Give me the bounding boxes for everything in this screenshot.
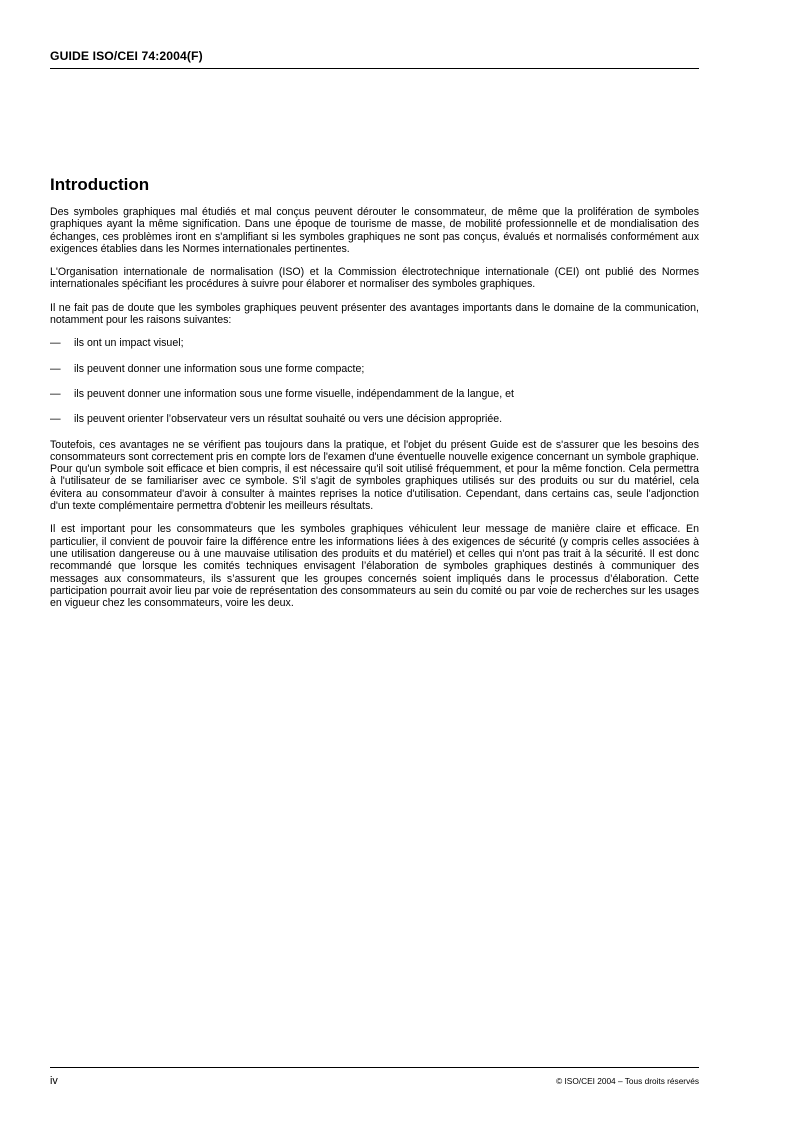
dash-bullet: — xyxy=(50,413,61,426)
page-title: Introduction xyxy=(50,175,150,194)
dash-bullet: — xyxy=(50,362,61,375)
paragraph: Il ne fait pas de doute que les symboles graphiques peuvent présenter des avantages importants dans le domaine de la communication, notamment pour les raisons suivantes: xyxy=(50,301,699,327)
list-item xyxy=(50,413,699,425)
advantages-list xyxy=(50,337,699,425)
paragraph: Toutefois, ces avantages ne se vérifient pas toujours dans la pratique, et l'objet du présent Guide est de s'assurer que les besoins des consommateurs sont correctement pris en compte lors de l'examen d'une éventuelle nouvelle exigence concernant un symbole graphique. Pour qu'un symbole soit efficace et bien compris, il est nécessaire qu'il soit utilisé fréquemment, et pour la même fonction. Cela permettra à l'utilisateur de se familiariser avec ce symbole. S'il s'agit de symboles graphiques utilisés sur des produits ou sur du matériel, cela évitera au consommateur d'avoir à consulter à maintes reprises la notice d'utilisation. Cependant, dans certains cas, seule l'adjonction d'un texte complémentaire permettra d'obtenir les meilleurs résultats. xyxy=(50,438,699,513)
document-reference: GUIDE ISO/CEI 74:2004(F) xyxy=(50,49,203,63)
copyright-notice: © ISO/CEI 2004 – Tous droits réservés xyxy=(556,1076,699,1086)
document-body xyxy=(50,206,699,620)
page-footer xyxy=(50,1067,699,1088)
paragraph: L'Organisation internationale de normalisation (ISO) et la Commission électrotechnique internationale (CEI) ont publié des Normes internationales spécifiant les procédures à suivre pour élaborer et normaliser des symboles graphiques. xyxy=(50,266,699,291)
list-item xyxy=(50,363,699,375)
list-item xyxy=(50,337,699,349)
page-header xyxy=(50,45,699,69)
list-item-text: ils peuvent donner une information sous une forme visuelle, indépendamment de la langue, et xyxy=(74,387,514,400)
list-item-text: ils peuvent orienter l’observateur vers un résultat souhaité ou vers une décision appropriée. xyxy=(74,413,503,426)
dash-bullet: — xyxy=(50,387,61,400)
list-item-text: ils peuvent donner une information sous une forme compacte; xyxy=(74,362,365,375)
page-number: iv xyxy=(50,1075,58,1087)
paragraph: Il est important pour les consommateurs que les symboles graphiques véhiculent leur message de manière claire et efficace. En particulier, il convient de pouvoir faire la différence entre les informations liées à des exigences de sécurité (y compris celles associées à une utilisation dangereuse ou à une mauvaise utilisation des produits et du matériel) et celles qui n'ont pas trait à la sécurité. Il est donc recommandé que lorsque les comités techniques envisagent l’élaboration de symboles graphiques destinés à communiquer des messages aux consommateurs, ils s’assurent que les groupes concernés soient impliqués dans le processus d’élaboration. Cette participation pourrait avoir lieu par voie de représentation des consommateurs au sein du comité ou par voie de recherches sur les usages en vigueur chez les consommateurs, voire les deux. xyxy=(50,523,699,610)
dash-bullet: — xyxy=(50,337,61,350)
paragraph: Des symboles graphiques mal étudiés et mal conçus peuvent dérouter le consommateur, de même que la prolifération de symboles graphiques ayant la même signification. Dans une époque de tourisme de masse, de mobilité professionnelle et de mondialisation des échanges, ces problèmes iront en s'amplifiant si les symboles graphiques ne sont pas conçus, évalués et normalisés conformément aux exigences établies dans les Normes internationales pertinentes. xyxy=(50,206,699,255)
list-item-text: ils ont un impact visuel; xyxy=(74,337,184,350)
list-item xyxy=(50,388,699,400)
